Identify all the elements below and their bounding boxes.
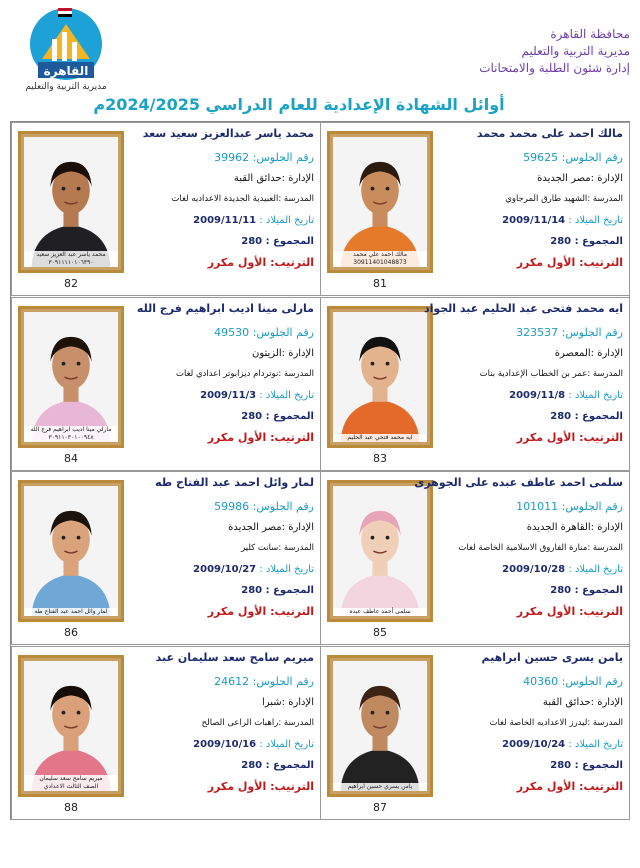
dob-label: تاريخ الميلاد : [565, 564, 623, 575]
school-label: المدرسة : [587, 194, 623, 204]
header-line-directorate: مديرية التربية والتعليم [521, 44, 630, 58]
school-row [433, 713, 623, 734]
student-card [320, 471, 630, 645]
student-card [320, 646, 630, 820]
rank-value: الأول مكرر [207, 430, 267, 444]
total-label: المجموع : [262, 585, 314, 596]
student-info [124, 125, 314, 273]
rank-value: الأول مكرر [516, 605, 576, 618]
student-card [320, 122, 630, 296]
rank-row [124, 252, 314, 273]
admin-value: حدائق القبة [233, 173, 282, 184]
student-card [11, 471, 321, 645]
dob-value: 2009/10/16 [193, 738, 257, 750]
seat-label: رقم الجلوس: [558, 500, 623, 513]
photo-caption: ميريم سامح سعد سليمان الصف الثالث الاعدادي [24, 775, 118, 791]
seat-row [124, 671, 314, 692]
student-photo [18, 306, 124, 448]
seat-value: 323537 [516, 325, 559, 339]
page-title: أوائل الشهادة الإعدادية للعام الدراسي 2024/2025م [93, 95, 505, 114]
admin-row [124, 168, 314, 189]
school-value: سانت كلير [241, 543, 279, 553]
school-row [433, 538, 623, 559]
school-value: راهبات الراعى الصالح [201, 717, 279, 728]
dob-label: تاريخ الميلاد : [256, 564, 314, 575]
dob-value: 2009/11/14 [502, 215, 566, 226]
student-card [11, 646, 321, 820]
admin-value: المعصرة [554, 347, 591, 359]
seat-row [124, 496, 314, 517]
rank-label: الترتيب: [575, 256, 623, 269]
student-number: 81 [373, 277, 387, 290]
admin-value: شبرا [261, 696, 282, 708]
school-row [124, 713, 314, 734]
admin-row [433, 168, 623, 189]
rank-label: الترتيب: [266, 605, 314, 618]
seat-label: رقم الجلوس: [249, 325, 314, 339]
student-photo [327, 480, 433, 622]
student-name: لمار وائل احمد عبد الفتاح طه [155, 476, 314, 489]
dob-row [433, 734, 623, 755]
photo-caption: مالك احمد علي محمد 30911401048873 [333, 251, 427, 267]
admin-row [433, 692, 623, 713]
school-value: الشهيد طارق المرجاوي [505, 194, 588, 204]
total-label: المجموع : [571, 585, 623, 596]
student-info [124, 300, 314, 448]
total-value: 280 [241, 759, 263, 771]
rank-row [433, 601, 623, 622]
admin-row [124, 517, 314, 538]
portrait-image [333, 312, 427, 442]
student-name: محمد ياسر عبدالعزيز سعيد سعد [142, 127, 314, 140]
portrait-image [333, 137, 427, 267]
seat-row [433, 496, 623, 517]
dob-label: تاريخ الميلاد : [256, 215, 314, 226]
seat-value: 59625 [523, 151, 559, 164]
seat-value: 59986 [214, 500, 250, 513]
total-label: المجموع : [262, 410, 314, 422]
student-photo [327, 306, 433, 448]
portrait-image [333, 661, 427, 791]
student-photo [327, 655, 433, 797]
rank-label: الترتيب: [575, 779, 623, 793]
student-name: ميريم سامح سعد سليمان عبد [155, 650, 314, 664]
seat-row [124, 147, 314, 168]
total-row [433, 755, 623, 776]
school-value: عمر بن الخطاب الإعدادية بنات [479, 368, 588, 379]
dob-row [124, 734, 314, 755]
total-row [433, 580, 623, 601]
total-row [124, 755, 314, 776]
rank-row [433, 427, 623, 448]
rank-value: الأول مكرر [516, 256, 576, 269]
dob-value: 2009/10/27 [193, 564, 257, 575]
page-header [0, 0, 640, 120]
dob-value: 2009/11/11 [193, 215, 257, 226]
student-name: سلمى احمد عاطف عبده على الجوهرى [414, 476, 623, 489]
dob-label: تاريخ الميلاد : [256, 738, 314, 750]
rank-value: الأول مكرر [207, 605, 267, 618]
admin-row [124, 343, 314, 364]
student-number: 83 [373, 451, 387, 465]
student-info [433, 125, 623, 273]
school-label: المدرسة : [587, 717, 623, 728]
seat-value: 39962 [214, 151, 250, 164]
school-row [124, 364, 314, 385]
total-value: 280 [550, 585, 572, 596]
portrait-image [24, 661, 118, 791]
rank-label: الترتيب: [266, 430, 314, 444]
school-row [433, 364, 623, 385]
admin-label: الإدارة : [590, 347, 623, 359]
dob-value: 2009/11/8 [509, 389, 566, 401]
header-line-governorate: محافظة القاهرة [550, 27, 630, 41]
admin-value: القاهرة الجديدة [526, 522, 591, 533]
logo-caption: مديرية التربية والتعليم [25, 82, 107, 92]
student-photo [18, 131, 124, 273]
dob-label: تاريخ الميلاد : [565, 215, 623, 226]
seat-label: رقم الجلوس: [558, 151, 623, 164]
student-number: 88 [64, 800, 78, 814]
dob-value: 2009/10/24 [502, 738, 566, 750]
seat-label: رقم الجلوس: [249, 500, 314, 513]
seat-row [433, 671, 623, 692]
rank-value: الأول مكرر [516, 779, 576, 793]
total-value: 280 [241, 410, 263, 422]
dob-label: تاريخ الميلاد : [565, 738, 623, 750]
total-value: 280 [241, 585, 263, 596]
rank-value: الأول مكرر [207, 256, 267, 269]
student-info [433, 649, 623, 797]
header-lines [479, 26, 630, 77]
rank-value: الأول مكرر [207, 779, 267, 793]
admin-label: الإدارة : [281, 522, 314, 533]
logo-text: القاهرة [43, 64, 89, 78]
seat-label: رقم الجلوس: [249, 674, 314, 688]
photo-caption: سلمى أحمد عاطف عبده [333, 608, 427, 616]
rank-value: الأول مكرر [516, 430, 576, 444]
rank-label: الترتيب: [266, 256, 314, 269]
total-row [124, 406, 314, 427]
rank-row [433, 776, 623, 797]
student-photo [18, 480, 124, 622]
admin-label: الإدارة : [281, 173, 314, 184]
student-number: 82 [64, 277, 78, 290]
portrait-image [24, 137, 118, 267]
school-label: المدرسة : [278, 368, 314, 379]
student-info [423, 300, 623, 448]
school-row [124, 189, 314, 210]
student-card [320, 297, 630, 471]
student-number: 85 [373, 626, 387, 639]
total-label: المجموع : [262, 236, 314, 247]
seat-row [433, 322, 623, 343]
student-name: يامن يسرى حسين ابراهيم [481, 650, 623, 664]
total-row [433, 231, 623, 252]
admin-value: حدائق القبة [542, 696, 591, 708]
dob-label: تاريخ الميلاد : [565, 389, 623, 401]
students-grid [10, 121, 630, 820]
total-row [124, 231, 314, 252]
admin-value: الزيتون [252, 347, 282, 359]
seat-row [433, 147, 623, 168]
header-line-department: إدارة شئون الطلبة والامتحانات [479, 61, 630, 75]
rank-row [433, 252, 623, 273]
portrait-image [333, 486, 427, 616]
portrait-image [24, 312, 118, 442]
student-photo [327, 131, 433, 273]
student-card [11, 297, 321, 471]
photo-caption: مارلي مينا اديب ابراهيم فرج الله ٣٠٩١١٠٣٠١٠٠٩٤٨ [24, 426, 118, 442]
photo-caption: يامن يسري حسين ابراهيم [333, 783, 427, 791]
total-label: المجموع : [571, 410, 623, 422]
seat-value: 49530 [214, 325, 250, 339]
admin-value: مصر الجديدة [537, 173, 591, 184]
dob-value: 2009/10/28 [502, 564, 566, 575]
photo-caption: لمار وائل احمد عبد الفتاح طه [24, 608, 118, 616]
photo-caption: ايه محمد فتحي عبد الحليم [333, 434, 427, 442]
rank-label: الترتيب: [575, 430, 623, 444]
total-value: 280 [550, 236, 572, 247]
student-info [414, 474, 623, 622]
rank-row [124, 601, 314, 622]
school-row [433, 189, 623, 210]
rank-row [124, 776, 314, 797]
dob-value: 2009/11/3 [200, 389, 257, 401]
dob-label: تاريخ الميلاد : [256, 389, 314, 401]
school-label: المدرسة : [587, 543, 623, 553]
total-value: 280 [241, 236, 263, 247]
school-label: المدرسة : [278, 717, 314, 728]
admin-label: الإدارة : [590, 522, 623, 533]
seat-label: رقم الجلوس: [558, 325, 623, 339]
admin-row [433, 517, 623, 538]
school-label: المدرسة : [278, 194, 314, 204]
total-label: المجموع : [571, 759, 623, 771]
student-info [124, 474, 314, 622]
total-value: 280 [550, 759, 572, 771]
admin-label: الإدارة : [590, 173, 623, 184]
student-name: مالك احمد على محمد محمد [476, 127, 623, 140]
school-label: المدرسة : [587, 368, 623, 379]
school-value: نوتردام ديزابوتر اعدادي لغات [175, 368, 279, 379]
student-info [124, 649, 314, 797]
seat-label: رقم الجلوس: [249, 151, 314, 164]
student-number: 84 [64, 451, 78, 465]
dob-row [124, 385, 314, 406]
admin-label: الإدارة : [590, 696, 623, 708]
seat-value: 24612 [214, 674, 250, 688]
seat-value: 101011 [516, 500, 559, 513]
dob-row [124, 210, 314, 231]
dob-row [433, 559, 623, 580]
rank-label: الترتيب: [266, 779, 314, 793]
dob-row [433, 385, 623, 406]
total-value: 280 [550, 410, 572, 422]
seat-value: 40360 [523, 674, 559, 688]
total-label: المجموع : [262, 759, 314, 771]
seat-row [124, 322, 314, 343]
student-card [11, 122, 321, 296]
admin-value: مصر الجديدة [228, 522, 282, 533]
school-value: العبيدية الجديدة الاعداديه لغات [171, 194, 279, 204]
rank-row [124, 427, 314, 448]
photo-caption: محمد ياسر عبد العزيز سعيد ٣٠٩١١١١٠١٠٦٣٩٠ [24, 251, 118, 267]
admin-row [433, 343, 623, 364]
total-row [124, 580, 314, 601]
school-value: منارة الفاروق الاسلامية الخاصة لغات [458, 543, 588, 553]
student-name: ايه محمد فتحى عبد الحليم عبد الجواد [423, 301, 623, 315]
student-name: مارلى مينا اديب ابراهيم فرج الله [136, 301, 314, 315]
student-number: 86 [64, 626, 78, 639]
student-number: 87 [373, 800, 387, 814]
total-row [433, 406, 623, 427]
school-row [124, 538, 314, 559]
admin-label: الإدارة : [281, 347, 314, 359]
dob-row [433, 210, 623, 231]
portrait-image [24, 486, 118, 616]
admin-label: الإدارة : [281, 696, 314, 708]
total-label: المجموع : [571, 236, 623, 247]
school-value: ليدرز الاعداديه الخاصة لغات [489, 717, 588, 728]
admin-row [124, 692, 314, 713]
student-photo [18, 655, 124, 797]
seat-label: رقم الجلوس: [558, 674, 623, 688]
school-label: المدرسة : [278, 543, 314, 553]
dob-row [124, 559, 314, 580]
rank-label: الترتيب: [575, 605, 623, 618]
